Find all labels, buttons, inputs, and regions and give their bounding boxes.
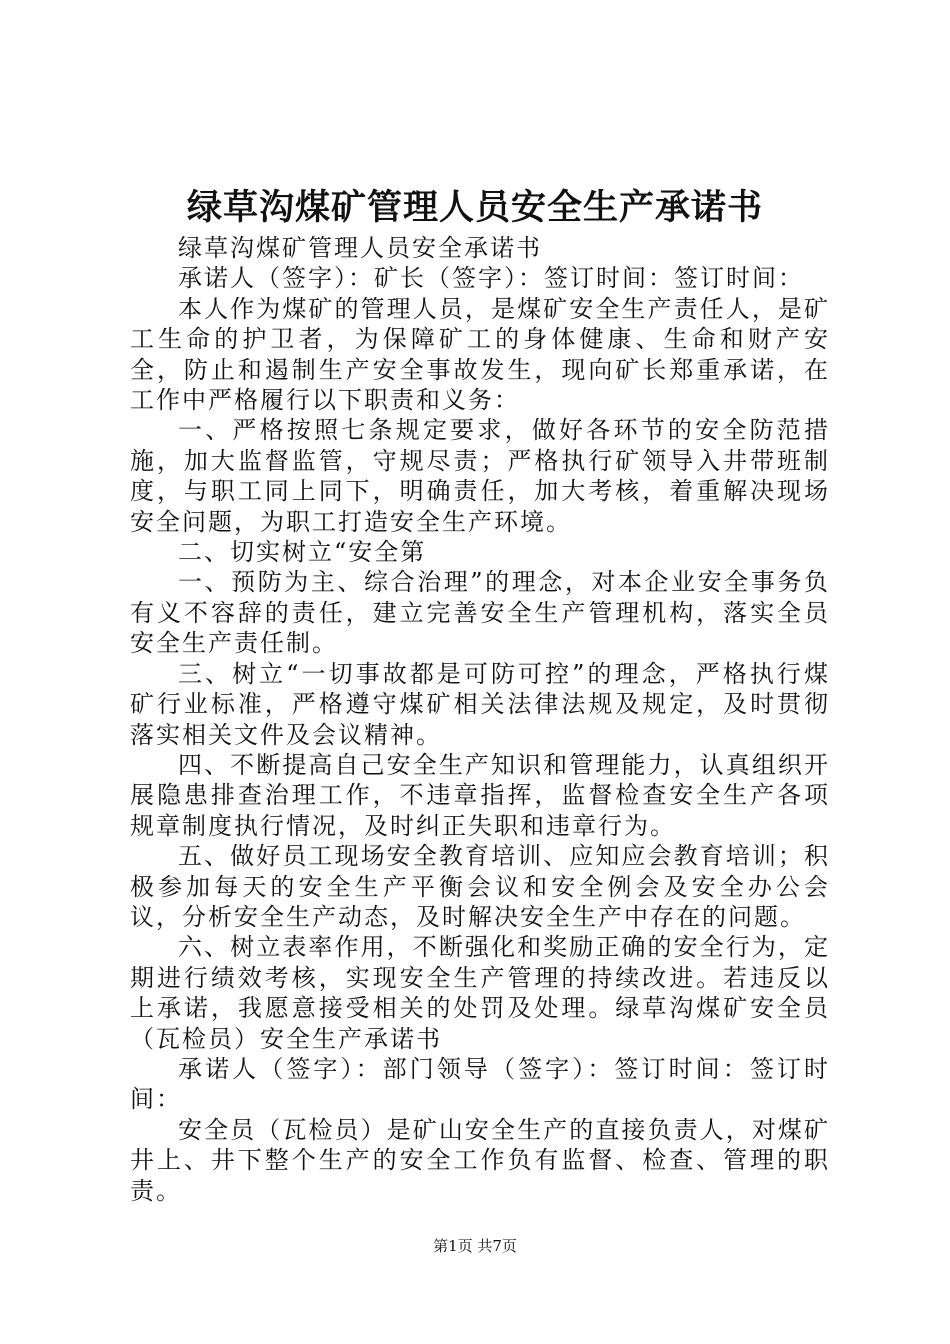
paragraph-item-5: 五、做好员工现场安全教育培训、应知应会教育培训；积极参加每天的安全生产平衡会议和安全例会及安全办公会议，分析安全生产动态，及时解决安全生产中存在的问题。 (130, 842, 830, 931)
paragraph-item-3: 三、树立“一切事故都是可防可控”的理念，严格执行煤矿行业标准，严格遵守煤矿相关法律法规及规定，及时贯彻落实相关文件及会议精神。 (130, 659, 830, 749)
page-footer: 第1页 共7页 (433, 1237, 517, 1255)
paragraph-subtitle: 绿草沟煤矿管理人员安全承诺书 (178, 234, 542, 262)
paragraph-item-6: 六、树立表率作用，不断强化和奖励正确的安全行为，定期进行绩效考核，实现安全生产管理的持续改进。若违反以上承诺，我愿意接受相关的处罚及处理。绿草沟煤矿安全员（瓦检员）安全生产承诺书 (130, 933, 830, 1053)
document-title: 绿草沟煤矿管理人员安全生产承诺书 (186, 187, 763, 228)
paragraph-safety-officer: 安全员（瓦检员）是矿山安全生产的直接负责人，对煤矿井上、井下整个生产的安全工作负有监督、检查、管理的职责。 (130, 1115, 830, 1205)
paragraph-item-2-cont: 一、预防为主、综合治理”的理念，对本企业安全事务负有义不容辞的责任，建立完善安全生产管理机构，落实全员安全生产责任制。 (130, 568, 830, 658)
paragraph-intro: 本人作为煤矿的管理人员，是煤矿安全生产责任人，是矿工生命的护卫者，为保障矿工的身体健康、生命和财产安全，防止和遏制生产安全事故发生，现向矿长郑重承诺，在工作中严格履行以下职责和义务： (130, 294, 830, 415)
document-body (130, 233, 830, 1206)
paragraph-item-2: 二、切实树立“安全第 (178, 538, 427, 567)
paragraph-item-4: 四、不断提高自己安全生产知识和管理能力，认真组织开展隐患排查治理工作，不违章指挥，监督检查安全生产各项规章制度执行情况，及时纠正失职和违章行为。 (130, 750, 830, 840)
paragraph-item-1: 一、严格按照七条规定要求，做好各环节的安全防范措施，加大监督监管，守规尽责；严格执行矿领导入井带班制度，与职工同上同下，明确责任，加大考核，着重解决现场安全问题，为职工打造安全生产环境。 (130, 416, 830, 536)
paragraph-signature-line-2: 承诺人（签字）：部门领导（签字）：签订时间：签订时间： (130, 1054, 830, 1114)
paragraph-signature-line: 承诺人（签字）：矿长（签字）：签订时间：签订时间： (178, 264, 804, 293)
